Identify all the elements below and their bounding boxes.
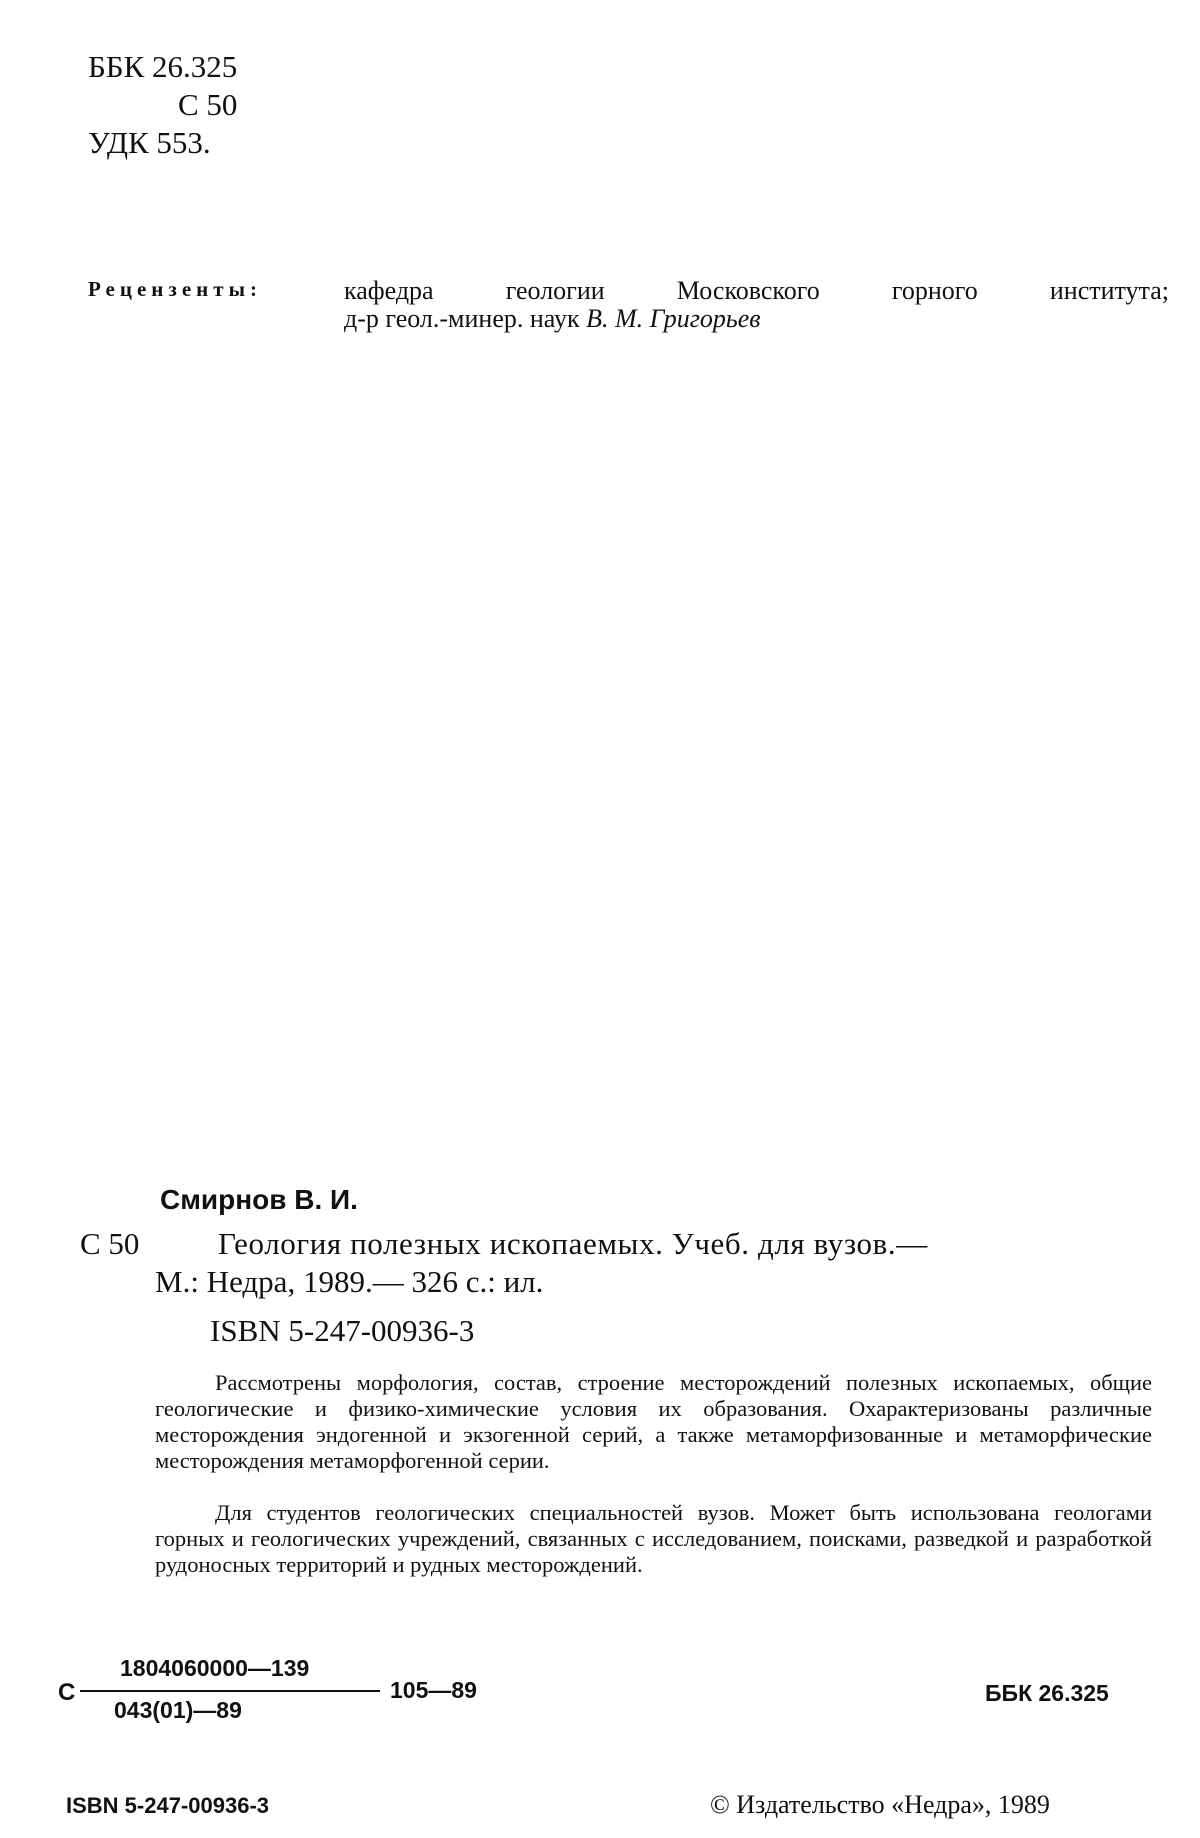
record-author: Смирнов В. И.	[160, 1184, 358, 1215]
bbk-code: ББК 26.325	[88, 49, 238, 84]
annotation-paragraph-1: Рассмотрены морфология, состав, строение месторождений полезных ископаемых, общие геологические и физико-химические условия их образования. Охарактеризованы различные месторождения эндогенной и экзогенной серий, а также метаморфизованные и метаморфические месторождения метаморфогенной серии.	[155, 1370, 1152, 1473]
record-title: Геология полезных ископаемых. Учеб. для вузов.—	[218, 1226, 928, 1261]
copyright-notice: © Издательство «Недра», 1989	[710, 1790, 1050, 1819]
reviewers-line2	[344, 304, 761, 334]
reviewers-word: геологии	[505, 276, 605, 305]
footer-isbn: ISBN 5-247-00936-3	[66, 1793, 270, 1818]
reviewers-word: института;	[1049, 276, 1169, 305]
reviewers-degree: д-р геол.-минер. наук	[344, 304, 587, 333]
code-suffix: 105—89	[390, 1677, 477, 1703]
reviewer-name: В. М. Григорьев	[586, 304, 761, 333]
record-mark: С 50	[80, 1226, 140, 1261]
fraction-line	[80, 1690, 380, 1692]
author-mark: С 50	[178, 87, 238, 122]
annotation-paragraph-2: Для студентов геологических специальностей вузов. Может быть использована геологами горных и геологических учреждений, связанных с исследованием, поисками, разведкой и разработкой рудоносных территорий и рудных месторождений.	[155, 1500, 1152, 1577]
reviewers-word: кафедра	[344, 276, 434, 305]
code-denominator: 043(01)—89	[114, 1697, 242, 1723]
udk-code: УДК 553.	[88, 125, 211, 160]
code-numerator: 1804060000—139	[120, 1655, 310, 1681]
record-isbn: ISBN 5-247-00936-3	[210, 1313, 475, 1348]
publisher-code	[58, 1655, 477, 1729]
record-imprint: М.: Недра, 1989.— 326 с.: ил.	[155, 1264, 544, 1299]
reviewers-word: Московского	[676, 276, 820, 305]
reviewers-label: Рецензенты:	[88, 277, 262, 301]
reviewers-word: горного	[891, 276, 978, 305]
bottom-bbk: ББК 26.325	[985, 1680, 1109, 1706]
reviewers-line1	[344, 276, 1169, 306]
code-prefix: С	[58, 1679, 76, 1706]
